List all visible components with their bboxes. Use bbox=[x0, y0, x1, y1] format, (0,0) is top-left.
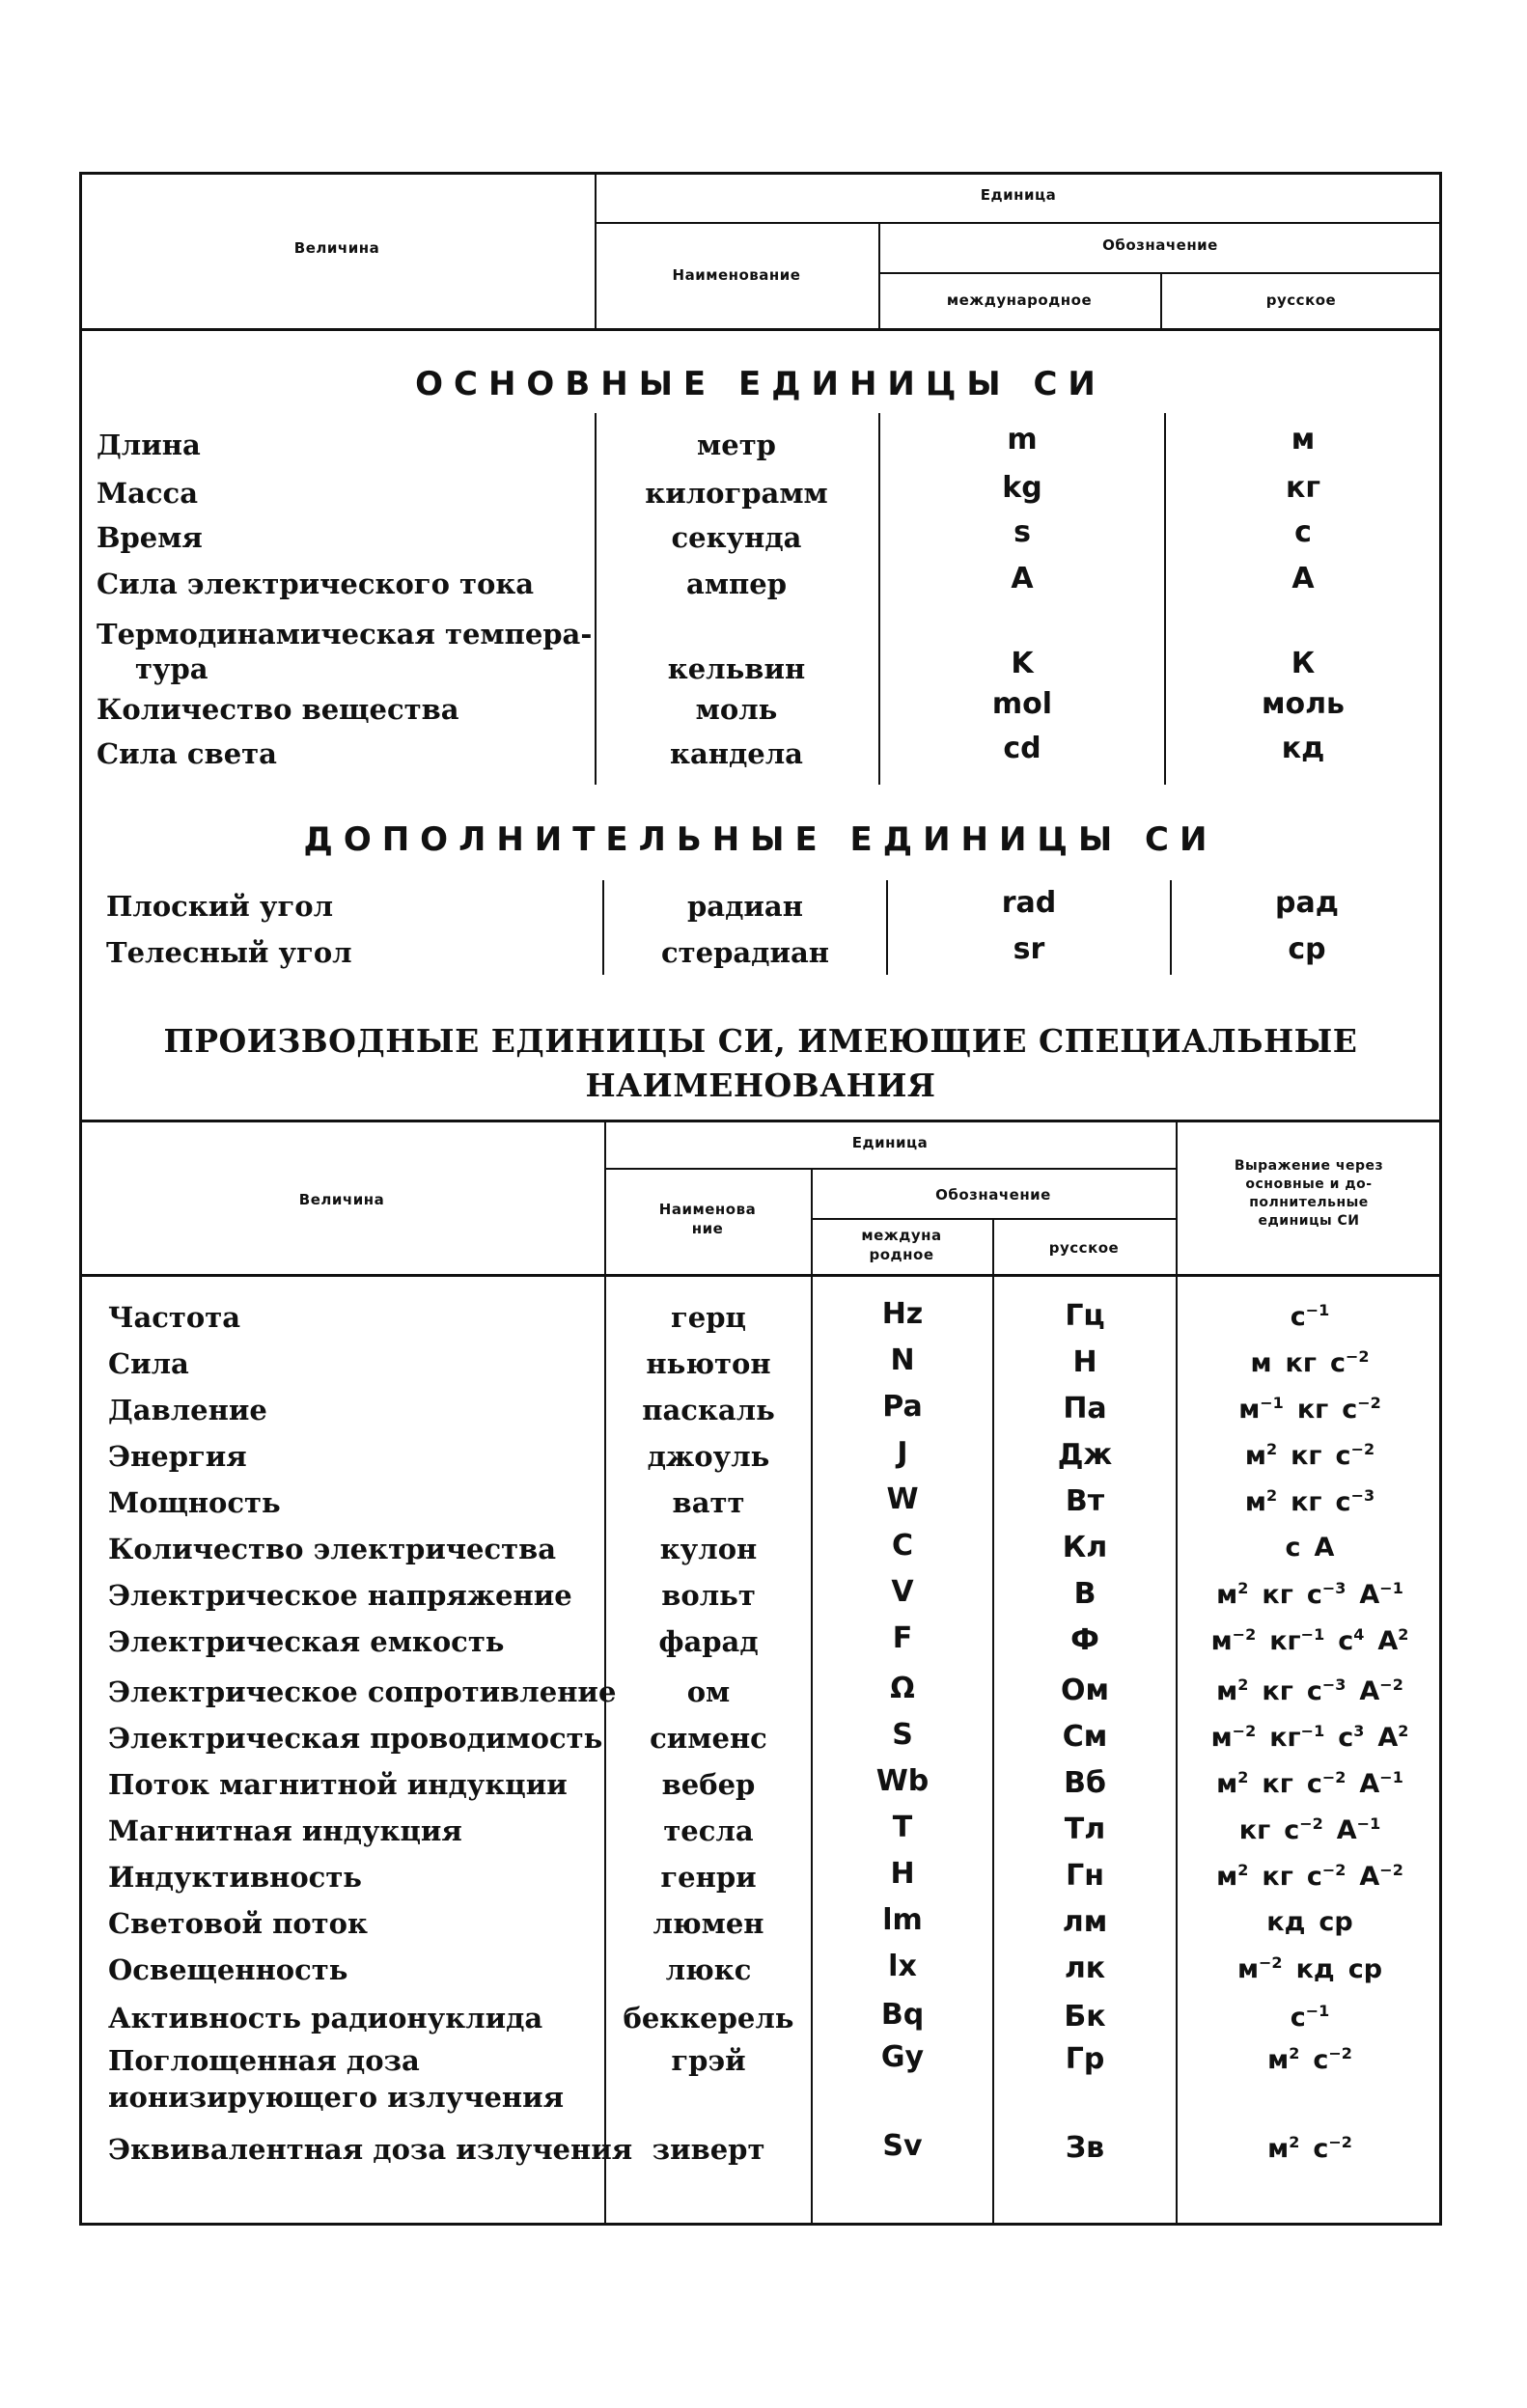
expr-exponent: −2 bbox=[1328, 2044, 1352, 2062]
header-designation: Обозначение bbox=[1102, 236, 1218, 254]
intl-symbol: sr bbox=[1013, 932, 1045, 966]
expr-unit: м bbox=[1250, 1348, 1272, 1378]
quantity-name-cont: ионизирующего излучения bbox=[108, 2081, 565, 2114]
intl-symbol: Hz bbox=[881, 1297, 924, 1331]
quantity-name: Магнитная индукция bbox=[108, 1814, 462, 1847]
expr-unit: кг bbox=[1269, 1626, 1301, 1656]
expr-exponent: −2 bbox=[1345, 1347, 1370, 1366]
expr-unit: с bbox=[1335, 1441, 1351, 1471]
header-quantity: Величина bbox=[293, 239, 380, 257]
intl-symbol: C bbox=[891, 1529, 914, 1563]
intl-symbol: K bbox=[1011, 647, 1034, 680]
expr-unit: А bbox=[1359, 1676, 1380, 1706]
intl-symbol: lx bbox=[888, 1950, 917, 1983]
si-expression bbox=[1178, 1675, 1442, 1706]
intl-symbol: mol bbox=[991, 687, 1053, 721]
expr-unit: м bbox=[1216, 1580, 1238, 1610]
expr-unit: А bbox=[1359, 1769, 1380, 1799]
rus-symbol: с bbox=[1294, 515, 1312, 549]
unit-name: кандела bbox=[670, 737, 803, 770]
rus-symbol: Бк bbox=[1064, 2000, 1106, 2034]
expr-exponent: −2 bbox=[1350, 1440, 1375, 1458]
rus-symbol: лк bbox=[1064, 1951, 1106, 1985]
expr-exponent: 2 bbox=[1398, 1625, 1409, 1644]
expr-unit: А bbox=[1359, 1580, 1380, 1610]
expr-unit: м bbox=[1267, 2045, 1290, 2075]
si-expression bbox=[1178, 2044, 1442, 2075]
intl-symbol: rad bbox=[1001, 886, 1057, 920]
expr-unit: кг bbox=[1291, 1487, 1322, 1517]
expr-unit: с bbox=[1338, 1723, 1354, 1753]
expr-unit: м bbox=[1216, 1862, 1238, 1892]
rus-symbol: Зв bbox=[1065, 2131, 1105, 2165]
quantity-name: Эквивалентная доза излучения bbox=[108, 2133, 633, 2166]
quantity-name: Индуктивность bbox=[108, 1861, 362, 1894]
expr-exponent: −3 bbox=[1350, 1486, 1375, 1505]
column-divider bbox=[1164, 413, 1166, 785]
header-divider-h bbox=[604, 1168, 1176, 1170]
unit-name: метр bbox=[697, 429, 776, 461]
expr-unit: с bbox=[1290, 2003, 1306, 2033]
unit-name: тесла bbox=[663, 1814, 754, 1847]
rus-symbol: кд bbox=[1281, 732, 1325, 765]
base-units-title: ОСНОВНЫЕ ЕДИНИЦЫ СИ bbox=[415, 365, 1106, 403]
rus-symbol: ср bbox=[1288, 932, 1326, 966]
header-russian: русское bbox=[1265, 291, 1337, 309]
rus-symbol: Ф bbox=[1070, 1623, 1099, 1657]
expr-unit: м bbox=[1216, 1676, 1238, 1706]
expr-unit: А bbox=[1377, 1723, 1399, 1753]
header-expression-line: Выражение через bbox=[1234, 1158, 1384, 1174]
unit-name: вебер bbox=[661, 1768, 756, 1801]
expr-exponent: −1 bbox=[1300, 1722, 1325, 1740]
expr-exponent: −1 bbox=[1379, 1579, 1403, 1597]
unit-name: вольт bbox=[661, 1579, 756, 1612]
si-expression bbox=[1178, 1814, 1442, 1845]
column-divider bbox=[878, 413, 880, 785]
quantity-name: Телесный угол bbox=[106, 936, 352, 969]
header-bottom-border bbox=[79, 328, 1442, 331]
rus-symbol: Тл bbox=[1064, 1813, 1106, 1846]
rus-symbol: Па bbox=[1063, 1392, 1107, 1425]
unit-name: ампер bbox=[686, 567, 787, 600]
intl-symbol: H bbox=[890, 1857, 915, 1891]
quantity-name: Поглощенная доза bbox=[108, 2044, 420, 2077]
si-expression bbox=[1178, 1394, 1442, 1425]
intl-symbol: s bbox=[1013, 515, 1031, 549]
quantity-name: Освещенность bbox=[108, 1953, 348, 1986]
expr-unit: с bbox=[1313, 2134, 1329, 2164]
expr-unit: А bbox=[1314, 1533, 1335, 1563]
expr-unit: с bbox=[1306, 1862, 1322, 1892]
si-expression bbox=[1178, 1533, 1442, 1563]
expr-unit: А bbox=[1336, 1815, 1357, 1845]
expr-unit: с bbox=[1329, 1348, 1346, 1378]
expr-exponent: −2 bbox=[1328, 2133, 1352, 2151]
si-expression bbox=[1178, 1301, 1442, 1332]
rus-symbol: Гн bbox=[1066, 1859, 1104, 1893]
quantity-name: Поток магнитной индукции bbox=[108, 1768, 568, 1801]
rus-symbol: В bbox=[1073, 1577, 1097, 1611]
quantity-name: Электрическое сопротивление bbox=[108, 1675, 617, 1708]
quantity-name: Сила bbox=[108, 1347, 189, 1380]
expr-exponent: 2 bbox=[1237, 1675, 1249, 1694]
si-expression bbox=[1178, 1486, 1442, 1517]
expr-unit: кг bbox=[1285, 1348, 1317, 1378]
quantity-name: Время bbox=[97, 521, 203, 554]
intl-symbol: cd bbox=[1003, 732, 1041, 765]
quantity-name: Длина bbox=[97, 429, 201, 461]
header-russian: русское bbox=[1048, 1239, 1120, 1257]
rus-symbol: кг bbox=[1285, 471, 1321, 505]
expr-unit: с bbox=[1306, 1580, 1322, 1610]
expr-unit: с bbox=[1313, 2045, 1329, 2075]
unit-name: моль bbox=[695, 693, 778, 726]
intl-symbol: F bbox=[892, 1621, 913, 1655]
si-expression bbox=[1178, 1722, 1442, 1753]
expr-unit: м bbox=[1216, 1769, 1238, 1799]
expr-exponent: −2 bbox=[1357, 1394, 1381, 1412]
expr-exponent: 3 bbox=[1353, 1722, 1365, 1740]
expr-unit: кг bbox=[1291, 1441, 1322, 1471]
header-expression-line: основные и до- bbox=[1245, 1176, 1373, 1192]
rus-symbol: Дж bbox=[1057, 1438, 1113, 1472]
rus-symbol: моль bbox=[1261, 687, 1346, 721]
intl-symbol: Sv bbox=[882, 2129, 923, 2163]
quantity-name: Количество вещества bbox=[97, 693, 459, 726]
intl-symbol: V bbox=[891, 1575, 914, 1609]
si-expression bbox=[1178, 1861, 1442, 1892]
intl-symbol: N bbox=[890, 1343, 915, 1377]
expr-unit: м bbox=[1267, 2134, 1290, 2164]
expr-exponent: 2 bbox=[1289, 2133, 1300, 2151]
si-expression bbox=[1178, 1953, 1442, 1984]
expr-unit: А bbox=[1359, 1862, 1380, 1892]
rus-symbol: Вт bbox=[1065, 1484, 1105, 1518]
expr-exponent: −2 bbox=[1299, 1814, 1323, 1833]
unit-name: люмен bbox=[652, 1907, 764, 1940]
derived-units-title bbox=[79, 1019, 1442, 1108]
expr-unit: ср bbox=[1347, 1954, 1383, 1984]
quantity-name: Электрическое напряжение bbox=[108, 1579, 572, 1612]
header-divider-h bbox=[595, 222, 1442, 224]
quantity-name-cont: тура bbox=[135, 652, 208, 685]
unit-name: герц bbox=[671, 1301, 746, 1334]
intl-symbol: lm bbox=[882, 1903, 923, 1937]
header-international: международное bbox=[946, 291, 1093, 309]
expr-exponent: 2 bbox=[1237, 1861, 1249, 1879]
expr-exponent: 2 bbox=[1265, 1486, 1278, 1505]
quantity-name: Энергия bbox=[108, 1440, 247, 1473]
expr-unit: с bbox=[1285, 1533, 1301, 1563]
si-expression bbox=[1178, 1625, 1442, 1656]
unit-name: радиан bbox=[687, 890, 803, 923]
unit-name: генри bbox=[660, 1861, 757, 1894]
header-expression-line: полнительные bbox=[1249, 1195, 1369, 1210]
expr-unit: м bbox=[1244, 1441, 1266, 1471]
intl-symbol: S bbox=[892, 1718, 913, 1752]
expr-unit: с bbox=[1290, 1302, 1306, 1332]
expr-exponent: −3 bbox=[1321, 1579, 1347, 1597]
si-expression bbox=[1178, 2133, 1442, 2164]
intl-symbol: kg bbox=[1002, 471, 1042, 505]
intl-symbol: W bbox=[886, 1482, 919, 1516]
rus-symbol: лм bbox=[1062, 1905, 1108, 1939]
header-designation: Обозначение bbox=[935, 1186, 1051, 1204]
supplementary-units-title: ДОПОЛНИТЕЛЬНЫЕ ЕДИНИЦЫ СИ bbox=[303, 820, 1218, 859]
expr-unit: м bbox=[1210, 1723, 1233, 1753]
expr-unit: кд bbox=[1266, 1907, 1306, 1937]
expr-unit: кг bbox=[1269, 1723, 1301, 1753]
expr-unit: кг bbox=[1262, 1580, 1293, 1610]
unit-name: сименс bbox=[650, 1722, 767, 1755]
derived-title-line2: НАИМЕНОВАНИЯ bbox=[585, 1066, 936, 1104]
header-bottom-border bbox=[79, 1274, 1442, 1277]
derived-title-line1: ПРОИЗВОДНЫЕ ЕДИНИЦЫ СИ, ИМЕЮЩИЕ СПЕЦИАЛЬНЫЕ bbox=[163, 1022, 1358, 1060]
header-intl-line1: междуна bbox=[861, 1227, 942, 1244]
si-expression bbox=[1178, 1768, 1442, 1799]
quantity-name: Частота bbox=[108, 1301, 240, 1334]
quantity-name: Давление bbox=[108, 1394, 267, 1426]
unit-name: паскаль bbox=[642, 1394, 775, 1426]
expr-exponent: 2 bbox=[1398, 1722, 1409, 1740]
header-unit: Единица bbox=[851, 1134, 929, 1151]
unit-name: фарад bbox=[658, 1625, 759, 1658]
expr-exponent: −1 bbox=[1305, 2002, 1330, 2020]
expr-exponent: −3 bbox=[1321, 1675, 1347, 1694]
header-expression-line: единицы СИ bbox=[1258, 1213, 1360, 1229]
intl-symbol: A bbox=[1011, 562, 1034, 595]
quantity-name: Световой поток bbox=[108, 1907, 368, 1940]
quantity-name: Термодинамическая темпера- bbox=[97, 618, 593, 650]
unit-name: грэй bbox=[671, 2044, 746, 2077]
expr-exponent: −1 bbox=[1356, 1814, 1381, 1833]
rus-symbol: рад bbox=[1275, 886, 1339, 920]
expr-unit: с bbox=[1342, 1395, 1358, 1425]
expr-exponent: −2 bbox=[1321, 1861, 1347, 1879]
quantity-name: Количество электричества bbox=[108, 1533, 557, 1565]
intl-symbol: Pa bbox=[882, 1390, 923, 1424]
expr-unit: с bbox=[1306, 1769, 1322, 1799]
header-name: Наименование bbox=[672, 266, 801, 284]
header-quantity: Величина bbox=[298, 1191, 385, 1208]
header-unit: Единица bbox=[980, 186, 1057, 204]
si-expression bbox=[1178, 1440, 1442, 1471]
expr-unit: кд bbox=[1295, 1954, 1335, 1984]
rus-symbol: м bbox=[1291, 423, 1316, 457]
unit-name: кельвин bbox=[667, 652, 806, 685]
expr-unit: м bbox=[1236, 1954, 1260, 1984]
intl-symbol: Gy bbox=[880, 2040, 925, 2074]
intl-symbol: T bbox=[892, 1811, 913, 1844]
expr-exponent: −1 bbox=[1300, 1625, 1325, 1644]
header-top-border bbox=[79, 1120, 1442, 1122]
quantity-name: Сила электрического тока bbox=[97, 567, 535, 600]
expr-exponent: 2 bbox=[1265, 1440, 1278, 1458]
expr-exponent: −2 bbox=[1321, 1768, 1347, 1786]
expr-unit: кг bbox=[1238, 1815, 1271, 1845]
si-expression bbox=[1178, 1907, 1442, 1937]
expr-exponent: 2 bbox=[1237, 1768, 1249, 1786]
expr-unit: ср bbox=[1319, 1907, 1353, 1937]
expr-exponent: −2 bbox=[1232, 1625, 1257, 1644]
rus-symbol: Н bbox=[1072, 1345, 1097, 1379]
expr-exponent: −1 bbox=[1305, 1301, 1330, 1319]
quantity-name: Электрическая проводимость bbox=[108, 1722, 603, 1755]
si-expression bbox=[1178, 2002, 1442, 2033]
expr-unit: м bbox=[1244, 1487, 1266, 1517]
expr-exponent: 4 bbox=[1353, 1625, 1365, 1644]
expr-exponent: −1 bbox=[1260, 1394, 1284, 1412]
expr-unit: кг bbox=[1262, 1862, 1293, 1892]
expr-exponent: −2 bbox=[1232, 1722, 1257, 1740]
rus-symbol: К bbox=[1291, 647, 1316, 680]
intl-symbol: Ω bbox=[890, 1672, 915, 1705]
rus-symbol: См bbox=[1062, 1720, 1108, 1754]
intl-symbol: J bbox=[897, 1436, 908, 1470]
expr-exponent: −1 bbox=[1379, 1768, 1403, 1786]
expr-unit: А bbox=[1377, 1626, 1399, 1656]
header-top-border bbox=[79, 172, 1442, 175]
rus-symbol: Гр bbox=[1065, 2042, 1105, 2076]
rus-symbol: Гц bbox=[1065, 1299, 1105, 1333]
rus-symbol: Ом bbox=[1060, 1674, 1110, 1707]
expr-unit: с bbox=[1335, 1487, 1351, 1517]
header-name-line2: ние bbox=[691, 1220, 724, 1237]
si-expression bbox=[1178, 1347, 1442, 1378]
expr-unit: кг bbox=[1296, 1395, 1329, 1425]
unit-name: зиверт bbox=[652, 2133, 765, 2166]
expr-unit: м bbox=[1238, 1395, 1261, 1425]
si-expression bbox=[1178, 1579, 1442, 1610]
expr-unit: кг bbox=[1262, 1769, 1293, 1799]
expr-unit: м bbox=[1210, 1626, 1233, 1656]
intl-symbol: Bq bbox=[880, 1998, 925, 2032]
unit-name: ом bbox=[686, 1675, 731, 1708]
quantity-name: Масса bbox=[97, 477, 198, 510]
unit-name: кулон bbox=[659, 1533, 758, 1565]
quantity-name: Мощность bbox=[108, 1486, 281, 1519]
expr-unit: с bbox=[1306, 1676, 1322, 1706]
rus-symbol: Вб bbox=[1064, 1766, 1106, 1800]
header-name-line1: Наименова bbox=[658, 1201, 757, 1218]
expr-unit: кг bbox=[1262, 1676, 1293, 1706]
unit-name: стерадиан bbox=[661, 936, 829, 969]
quantity-name: Сила света bbox=[97, 737, 277, 770]
unit-name: ньютон bbox=[646, 1347, 771, 1380]
quantity-name: Плоский угол bbox=[106, 890, 334, 923]
expr-exponent: −2 bbox=[1259, 1953, 1283, 1972]
unit-name: секунда bbox=[671, 521, 802, 554]
header-intl-line2: родное bbox=[869, 1246, 934, 1263]
expr-exponent: 2 bbox=[1237, 1579, 1249, 1597]
unit-name: люкс bbox=[665, 1953, 752, 1986]
rus-symbol: Кл bbox=[1062, 1531, 1108, 1564]
unit-name: беккерель bbox=[623, 2002, 794, 2034]
expr-exponent: −2 bbox=[1379, 1675, 1403, 1694]
unit-name: ватт bbox=[672, 1486, 745, 1519]
quantity-name: Активность радионуклида bbox=[108, 2002, 543, 2034]
unit-name: килограмм bbox=[645, 477, 828, 510]
rus-symbol: А bbox=[1291, 562, 1315, 595]
intl-symbol: m bbox=[1007, 423, 1038, 457]
unit-name: джоуль bbox=[647, 1440, 770, 1473]
expr-unit: с bbox=[1284, 1815, 1300, 1845]
expr-unit: с bbox=[1338, 1626, 1354, 1656]
expr-exponent: −2 bbox=[1379, 1861, 1403, 1879]
intl-symbol: Wb bbox=[875, 1764, 930, 1798]
quantity-name: Электрическая емкость bbox=[108, 1625, 505, 1658]
expr-exponent: 2 bbox=[1289, 2044, 1300, 2062]
